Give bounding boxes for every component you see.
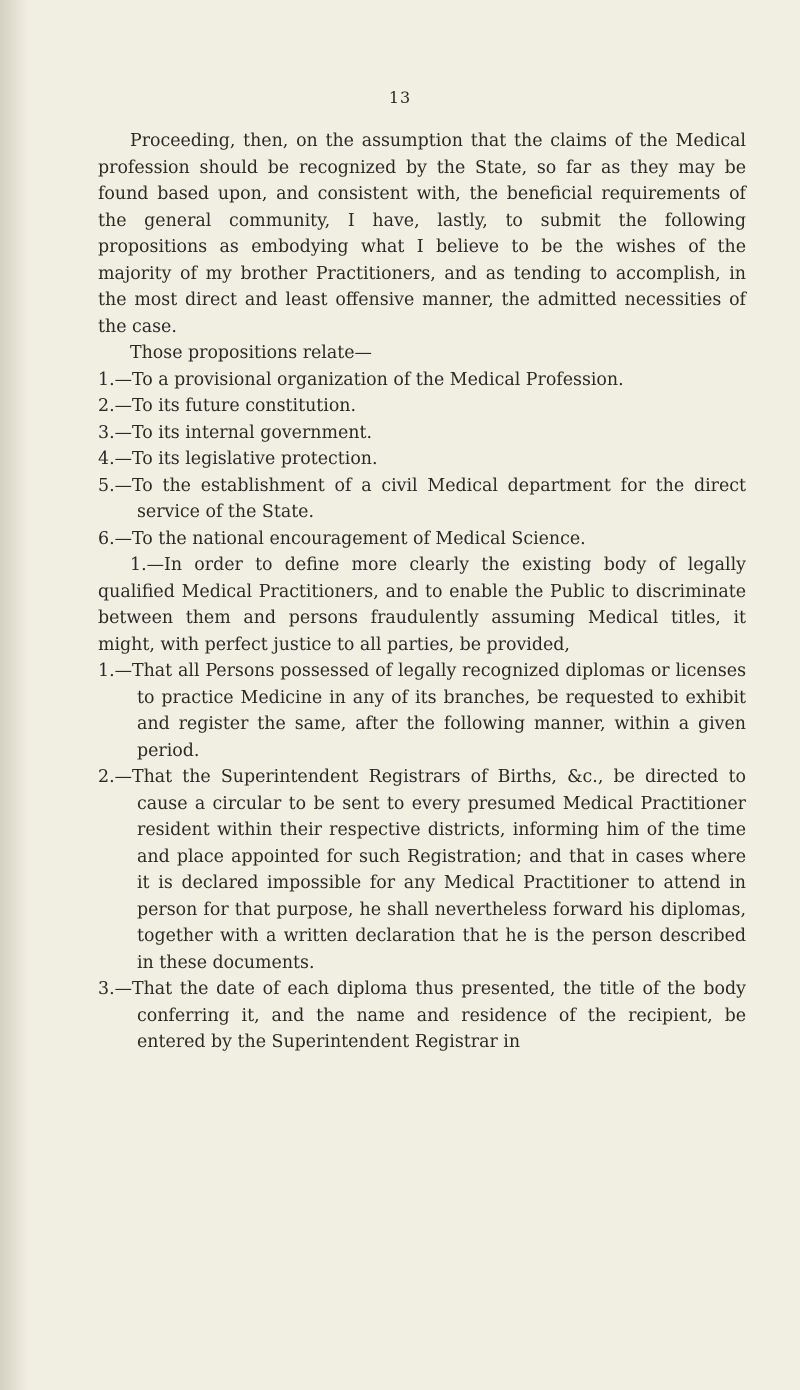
proposition-item: 2.—To its future constitution. [98, 396, 357, 416]
provisions-list [98, 658, 746, 1056]
proposition-item: 1.—To a provisional organization of the Medical Profession. [98, 369, 624, 390]
page-number: 13 [388, 88, 412, 107]
provision-item: 1.—That all Persons possessed of legally recognized diplomas or licenses to practice Medicine in any of its branches, be requested to exhibit and register the same, after the following manner, within a given period. [98, 661, 746, 761]
section-one-paragraph: 1.—In order to define more clearly the existing body of legally qualified Medical Practitioners, and to enable the Public to discriminate between them and persons fraudulently assuming Medical titles, it might, with perfect justice to all parties, be provided, [98, 555, 746, 655]
proposition-item: 5.—To the establishment of a civil Medical department for the direct service of the State. [98, 475, 746, 522]
intro-paragraph: Proceeding, then, on the assumption that the claims of the Medical profession should be recognized by the State, so far as they may be found based upon, and consistent with, the beneficial requirements of the general community, I have, lastly, to submit the following propositions as embodying what I believe to be the wishes of the majority of my brother Practitioners, and as tending to accomplish, in the most direct and least offensive manner, the admitted necessities of the case. [98, 131, 746, 337]
proposition-item: 4.—To its legislative protection. [98, 449, 378, 469]
page-body [98, 128, 746, 1056]
provision-item: 2.—That the Superintendent Registrars of Births, &c., be directed to cause a circular to be sent to every presumed Medical Practitioner resident within their respective districts, informing him of the time and place appointed for such Registration; and that in cases where it is declared impossible for any Medical Practitioner to attend in person for that purpose, he shall nevertheless forward his diplomas, together with a written declaration that he is the person described in these documents. [98, 767, 746, 973]
propositions-intro: Those propositions relate— [130, 343, 372, 363]
proposition-item: 3.—To its internal government. [98, 422, 372, 443]
page-edge-shadow [0, 0, 28, 1390]
proposition-item: 6.—To the national encouragement of Medical Science. [98, 528, 586, 549]
provision-item: 3.—That the date of each diploma thus presented, the title of the body conferring it, and the name and residence of the recipient, be entered by the Superintendent Registrar in [98, 979, 746, 1052]
propositions-list [98, 367, 746, 553]
